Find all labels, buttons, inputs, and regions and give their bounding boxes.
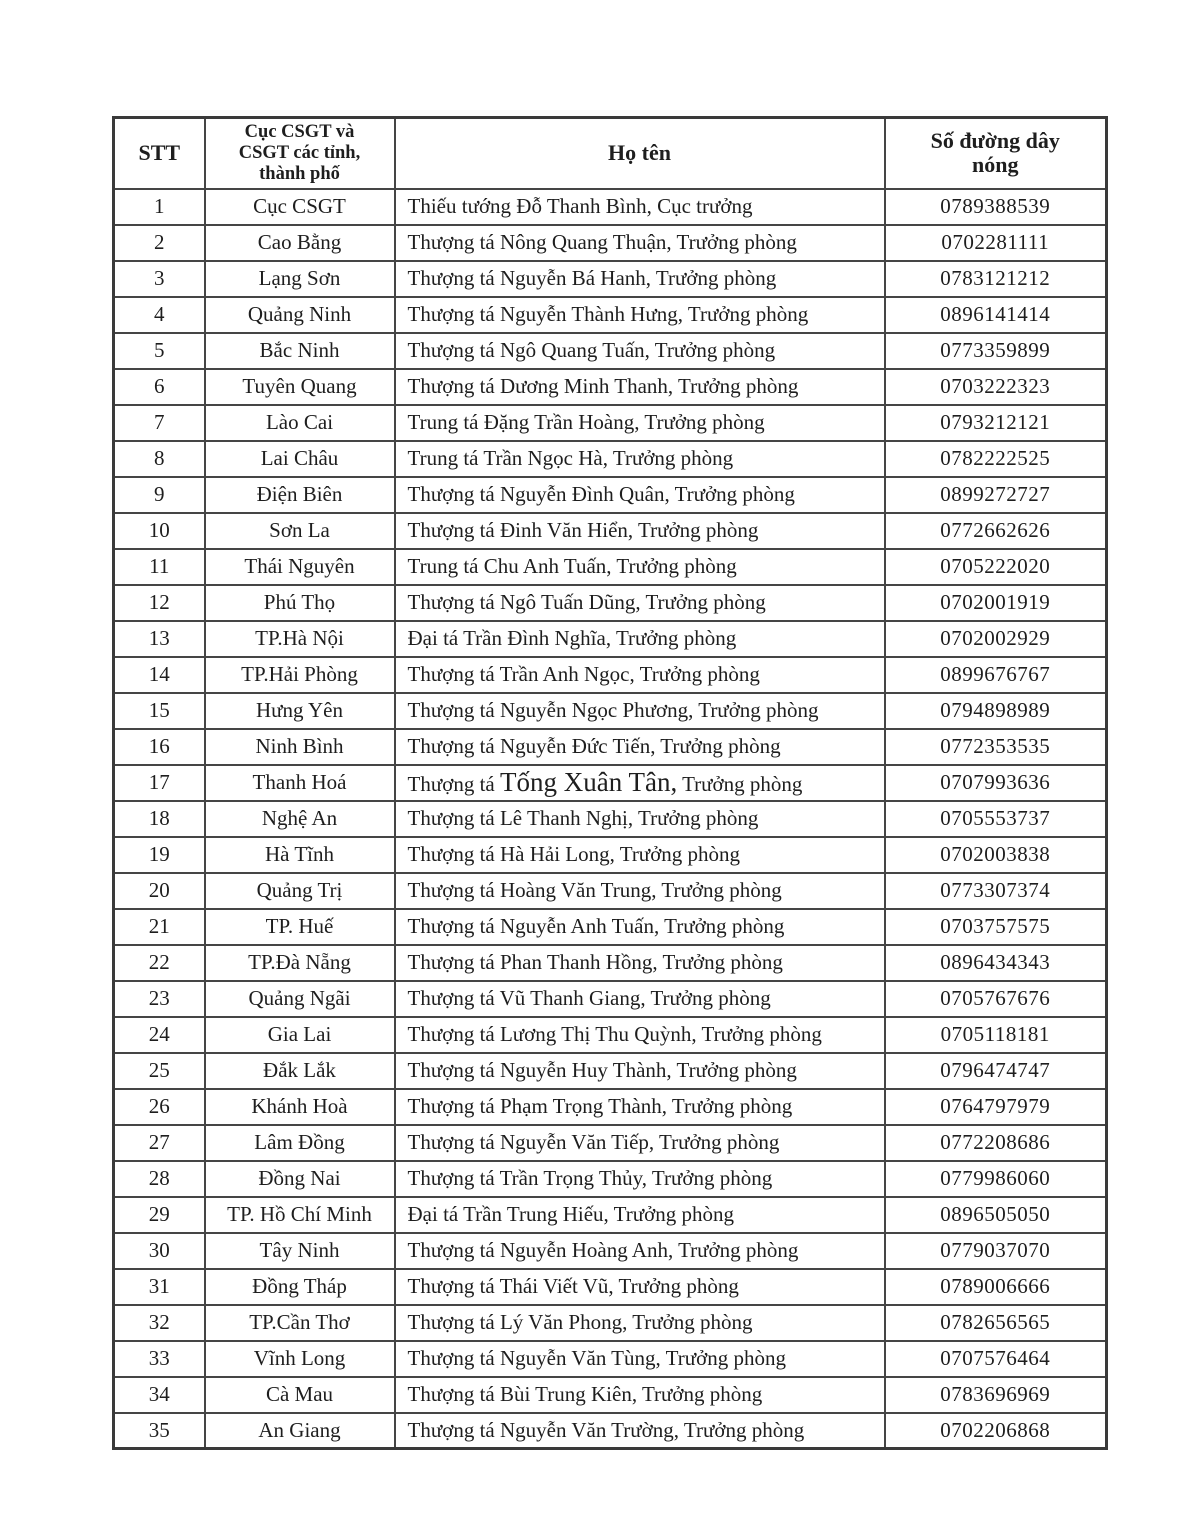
stt-cell: 15 (114, 693, 205, 729)
phone-cell: 0783696969 (885, 1377, 1107, 1413)
stt-cell: 25 (114, 1053, 205, 1089)
stt-cell: 26 (114, 1089, 205, 1125)
table-row (114, 621, 1107, 657)
phone-cell: 0779037070 (885, 1233, 1107, 1269)
phone-cell: 0705118181 (885, 1017, 1107, 1053)
unit-cell: TP.Đà Nẵng (205, 945, 395, 981)
stt-cell: 31 (114, 1269, 205, 1305)
unit-cell: Lào Cai (205, 405, 395, 441)
stt-cell: 12 (114, 585, 205, 621)
phone-cell: 0702001919 (885, 585, 1107, 621)
table-row (114, 1341, 1107, 1377)
phone-cell: 0899272727 (885, 477, 1107, 513)
unit-cell: Sơn La (205, 513, 395, 549)
phone-cell: 0702002929 (885, 621, 1107, 657)
unit-cell: Lâm Đồng (205, 1125, 395, 1161)
table-row (114, 693, 1107, 729)
table-row (114, 441, 1107, 477)
stt-cell: 7 (114, 405, 205, 441)
name-cell: Thượng tá Ngô Quang Tuấn, Trưởng phòng (395, 333, 885, 369)
table-body (114, 189, 1107, 1449)
phone-cell: 0705222020 (885, 549, 1107, 585)
table-row (114, 873, 1107, 909)
stt-cell: 5 (114, 333, 205, 369)
name-cell: Thượng tá Nguyễn Văn Trường, Trưởng phòng (395, 1413, 885, 1449)
name-cell: Thượng tá Bùi Trung Kiên, Trưởng phòng (395, 1377, 885, 1413)
stt-cell: 16 (114, 729, 205, 765)
unit-cell: Phú Thọ (205, 585, 395, 621)
phone-cell: 0773359899 (885, 333, 1107, 369)
phone-cell: 0703757575 (885, 909, 1107, 945)
header-unit (205, 118, 395, 189)
unit-cell: TP. Huế (205, 909, 395, 945)
unit-cell: Tuyên Quang (205, 369, 395, 405)
stt-cell: 6 (114, 369, 205, 405)
name-cell: Thượng tá Nguyễn Anh Tuấn, Trưởng phòng (395, 909, 885, 945)
unit-cell: Cà Mau (205, 1377, 395, 1413)
table-row (114, 945, 1107, 981)
name-cell: Thượng tá Lê Thanh Nghị, Trưởng phòng (395, 801, 885, 837)
phone-cell: 0772353535 (885, 729, 1107, 765)
unit-cell: Cao Bằng (205, 225, 395, 261)
table-header (114, 118, 1107, 189)
header-phone (885, 118, 1107, 189)
phone-cell: 0789388539 (885, 189, 1107, 225)
name-cell: Thượng tá Nguyễn Đình Quân, Trưởng phòng (395, 477, 885, 513)
header-unit-line-2: CSGT các tỉnh, (238, 142, 361, 163)
phone-cell: 0782656565 (885, 1305, 1107, 1341)
name-cell: Thượng tá Nguyễn Bá Hanh, Trưởng phòng (395, 261, 885, 297)
stt-cell: 11 (114, 549, 205, 585)
name-cell: Trung tá Chu Anh Tuấn, Trưởng phòng (395, 549, 885, 585)
stt-cell: 33 (114, 1341, 205, 1377)
stt-cell: 4 (114, 297, 205, 333)
phone-cell: 0782222525 (885, 441, 1107, 477)
unit-cell: Đồng Nai (205, 1161, 395, 1197)
table-row (114, 729, 1107, 765)
unit-cell: TP. Hồ Chí Minh (205, 1197, 395, 1233)
phone-cell: 0896505050 (885, 1197, 1107, 1233)
table-row (114, 1377, 1107, 1413)
name-cell: Thượng tá Nguyễn Thành Hưng, Trưởng phòng (395, 297, 885, 333)
table-row (114, 189, 1107, 225)
name-cell: Thượng tá Nguyễn Huy Thành, Trưởng phòng (395, 1053, 885, 1089)
name-part: Trưởng phòng (677, 771, 803, 796)
table-row (114, 801, 1107, 837)
unit-cell: Thanh Hoá (205, 765, 395, 801)
phone-cell: 0705553737 (885, 801, 1107, 837)
table-row (114, 1017, 1107, 1053)
name-cell: Thượng tá Đinh Văn Hiển, Trưởng phòng (395, 513, 885, 549)
unit-cell: TP.Hà Nội (205, 621, 395, 657)
table-row (114, 1197, 1107, 1233)
phone-cell: 0789006666 (885, 1269, 1107, 1305)
phone-cell: 0793212121 (885, 405, 1107, 441)
table-row (114, 261, 1107, 297)
phone-cell: 0896141414 (885, 297, 1107, 333)
stt-cell: 28 (114, 1161, 205, 1197)
stt-cell: 14 (114, 657, 205, 693)
stt-cell: 34 (114, 1377, 205, 1413)
phone-cell: 0705767676 (885, 981, 1107, 1017)
unit-cell: Lạng Sơn (205, 261, 395, 297)
table-row (114, 297, 1107, 333)
header-unit-line-3: thành phố (259, 163, 340, 184)
table-row (114, 1161, 1107, 1197)
unit-cell: An Giang (205, 1413, 395, 1449)
unit-cell: Đắk Lắk (205, 1053, 395, 1089)
name-part-large: Tống Xuân Tân, (499, 766, 678, 797)
stt-cell: 8 (114, 441, 205, 477)
name-cell: Thượng tá Nguyễn Hoàng Anh, Trưởng phòng (395, 1233, 885, 1269)
table-row (114, 1413, 1107, 1449)
stt-cell: 32 (114, 1305, 205, 1341)
name-cell: Thượng tá Lý Văn Phong, Trưởng phòng (395, 1305, 885, 1341)
table-row (114, 225, 1107, 261)
name-cell: Thượng tá Dương Minh Thanh, Trưởng phòng (395, 369, 885, 405)
unit-cell: Điện Biên (205, 477, 395, 513)
table-row (114, 549, 1107, 585)
stt-cell: 23 (114, 981, 205, 1017)
name-cell: Thiếu tướng Đỗ Thanh Bình, Cục trưởng (395, 189, 885, 225)
table-row (114, 837, 1107, 873)
header-unit-line-1: Cục CSGT và (244, 122, 355, 143)
stt-cell: 30 (114, 1233, 205, 1269)
unit-cell: Thái Nguyên (205, 549, 395, 585)
stt-cell: 2 (114, 225, 205, 261)
stt-cell: 9 (114, 477, 205, 513)
stt-cell: 18 (114, 801, 205, 837)
stt-cell: 27 (114, 1125, 205, 1161)
table-row (114, 1125, 1107, 1161)
stt-cell: 17 (114, 765, 205, 801)
name-part: Thượng tá (407, 771, 500, 796)
phone-cell: 0772662626 (885, 513, 1107, 549)
unit-cell: Quảng Ninh (205, 297, 395, 333)
name-cell: Thượng tá Phạm Trọng Thành, Trưởng phòng (395, 1089, 885, 1125)
stt-cell: 35 (114, 1413, 205, 1449)
table-row (114, 981, 1107, 1017)
name-cell: Thượng tá Trần Trọng Thủy, Trưởng phòng (395, 1161, 885, 1197)
stt-cell: 21 (114, 909, 205, 945)
table-row (114, 657, 1107, 693)
stt-cell: 13 (114, 621, 205, 657)
unit-cell: Vĩnh Long (205, 1341, 395, 1377)
phone-cell: 0794898989 (885, 693, 1107, 729)
table-row (114, 909, 1107, 945)
table-row (114, 405, 1107, 441)
table-row (114, 513, 1107, 549)
header-phone-line-2: nóng (972, 152, 1019, 178)
phone-cell: 0707993636 (885, 765, 1107, 801)
name-cell: Thượng tá Nguyễn Đức Tiến, Trưởng phòng (395, 729, 885, 765)
name-cell: Thượng tá Phan Thanh Hồng, Trưởng phòng (395, 945, 885, 981)
unit-cell: Quảng Trị (205, 873, 395, 909)
unit-cell: Hà Tĩnh (205, 837, 395, 873)
name-cell: Trung tá Trần Ngọc Hà, Trưởng phòng (395, 441, 885, 477)
name-cell: Đại tá Trần Trung Hiếu, Trưởng phòng (395, 1197, 885, 1233)
name-cell: Thượng tá Nguyễn Văn Tiếp, Trưởng phòng (395, 1125, 885, 1161)
table-row (114, 1233, 1107, 1269)
phone-cell: 0796474747 (885, 1053, 1107, 1089)
phone-cell: 0899676767 (885, 657, 1107, 693)
stt-cell: 22 (114, 945, 205, 981)
phone-cell: 0702003838 (885, 837, 1107, 873)
name-cell: Thượng tá Trần Anh Ngọc, Trưởng phòng (395, 657, 885, 693)
table-row (114, 1089, 1107, 1125)
stt-cell: 1 (114, 189, 205, 225)
name-cell (395, 765, 885, 801)
unit-cell: Khánh Hoà (205, 1089, 395, 1125)
unit-cell: Gia Lai (205, 1017, 395, 1053)
table-row (114, 765, 1107, 801)
phone-cell: 0702281111 (885, 225, 1107, 261)
stt-cell: 20 (114, 873, 205, 909)
stt-cell: 3 (114, 261, 205, 297)
name-cell: Thượng tá Vũ Thanh Giang, Trưởng phòng (395, 981, 885, 1017)
name-cell: Thượng tá Nguyễn Ngọc Phương, Trưởng phòng (395, 693, 885, 729)
table-row (114, 585, 1107, 621)
name-cell: Thượng tá Nguyễn Văn Tùng, Trưởng phòng (395, 1341, 885, 1377)
table-row (114, 1053, 1107, 1089)
stt-cell: 24 (114, 1017, 205, 1053)
unit-cell: Cục CSGT (205, 189, 395, 225)
table-row (114, 1305, 1107, 1341)
name-cell: Trung tá Đặng Trần Hoàng, Trưởng phòng (395, 405, 885, 441)
phone-cell: 0703222323 (885, 369, 1107, 405)
phone-cell: 0702206868 (885, 1413, 1107, 1449)
unit-cell: Bắc Ninh (205, 333, 395, 369)
unit-cell: Đồng Tháp (205, 1269, 395, 1305)
table-row (114, 1269, 1107, 1305)
phone-cell: 0772208686 (885, 1125, 1107, 1161)
hotline-table (112, 116, 1108, 1450)
phone-cell: 0783121212 (885, 261, 1107, 297)
name-cell: Thượng tá Lương Thị Thu Quỳnh, Trưởng phòng (395, 1017, 885, 1053)
phone-cell: 0707576464 (885, 1341, 1107, 1377)
unit-cell: TP.Cần Thơ (205, 1305, 395, 1341)
header-name: Họ tên (395, 118, 885, 189)
phone-cell: 0896434343 (885, 945, 1107, 981)
unit-cell: Nghệ An (205, 801, 395, 837)
phone-cell: 0779986060 (885, 1161, 1107, 1197)
unit-cell: Lai Châu (205, 441, 395, 477)
name-cell: Thượng tá Nông Quang Thuận, Trưởng phòng (395, 225, 885, 261)
table-row (114, 477, 1107, 513)
stt-cell: 29 (114, 1197, 205, 1233)
stt-cell: 19 (114, 837, 205, 873)
unit-cell: TP.Hải Phòng (205, 657, 395, 693)
name-cell: Thượng tá Thái Viết Vũ, Trưởng phòng (395, 1269, 885, 1305)
header-phone-line-1: Số đường dây (930, 127, 1060, 153)
unit-cell: Tây Ninh (205, 1233, 395, 1269)
phone-cell: 0773307374 (885, 873, 1107, 909)
unit-cell: Hưng Yên (205, 693, 395, 729)
header-stt: STT (114, 118, 205, 189)
unit-cell: Ninh Bình (205, 729, 395, 765)
name-cell: Thượng tá Hoàng Văn Trung, Trưởng phòng (395, 873, 885, 909)
name-cell: Thượng tá Ngô Tuấn Dũng, Trưởng phòng (395, 585, 885, 621)
name-cell: Thượng tá Hà Hải Long, Trưởng phòng (395, 837, 885, 873)
unit-cell: Quảng Ngãi (205, 981, 395, 1017)
name-cell: Đại tá Trần Đình Nghĩa, Trưởng phòng (395, 621, 885, 657)
table-row (114, 369, 1107, 405)
table-row (114, 333, 1107, 369)
stt-cell: 10 (114, 513, 205, 549)
header-row (114, 118, 1107, 189)
phone-cell: 0764797979 (885, 1089, 1107, 1125)
